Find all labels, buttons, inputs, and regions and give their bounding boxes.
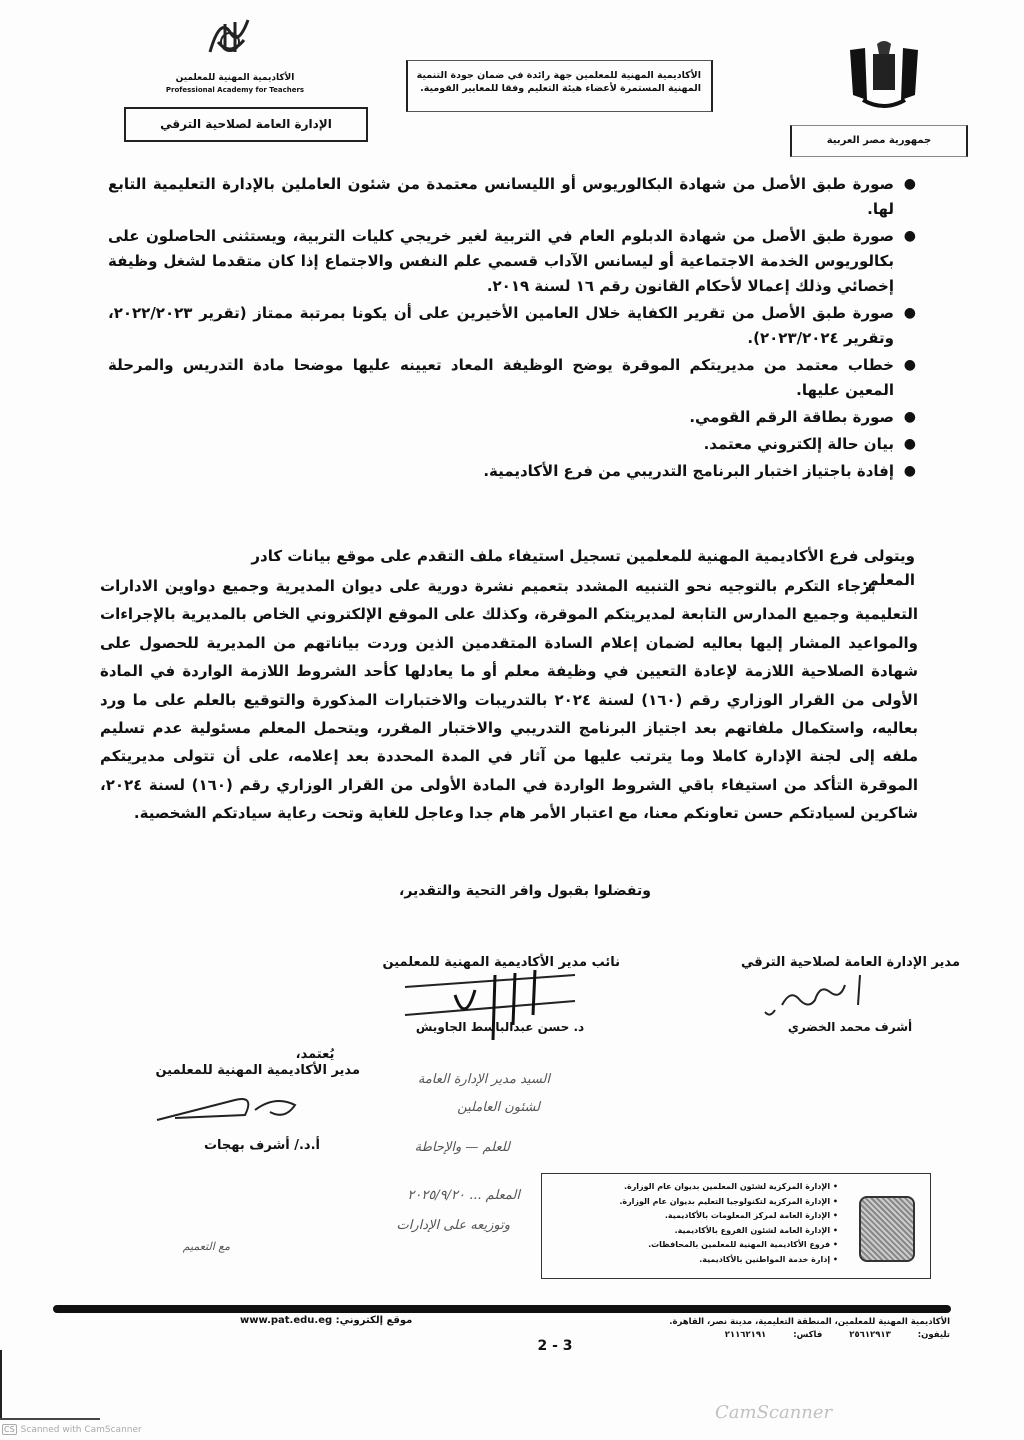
page-number: 2 - 3 <box>537 1338 573 1354</box>
requirement-item: ● خطاب معتمد من مديريتكم الموقرة يوضح الوظيفة المعاد تعيينه عليها موضحا مادة التدريس والمرحلة المعين عليها. <box>108 353 918 403</box>
requirement-item: ● صورة بطاقة الرقم القومي. <box>108 405 918 430</box>
distribution-item: • الإدارة المركزية لتكنولوجيا التعليم بديوان عام الوزارة. <box>619 1195 838 1210</box>
handwritten-line: وتوزيعه على الإدارات <box>396 1218 510 1233</box>
left-signatory-name: د. حسن عبدالباسط الجاويش <box>415 1020 585 1034</box>
footer-address: الأكاديمية المهنية للمعلمين، المنطقة التعليمية، مدينة نصر، القاهرة. <box>669 1317 950 1327</box>
handwritten-line: مع التعميم <box>182 1240 230 1253</box>
right-signatory-title: مدير الإدارة العامة لصلاحية الترقي <box>740 955 960 970</box>
distribution-box <box>541 1173 931 1279</box>
distribution-list <box>619 1180 838 1267</box>
scanned-with-label: Scanned with CamScanner <box>20 1424 142 1435</box>
country-box <box>790 125 968 157</box>
footer-website <box>240 1315 450 1326</box>
distribution-item: • فروع الأكاديمية المهنية للمعلمين بالمحافظات. <box>619 1238 838 1253</box>
page-edge <box>0 1418 100 1420</box>
right-signature-scribble-icon <box>760 970 880 1020</box>
distribution-item: • إدارة خدمة المواطنين بالأكاديمية. <box>619 1253 838 1268</box>
footer-divider <box>53 1305 951 1313</box>
academy-logo-icon <box>200 12 260 62</box>
request-paragraph: برجاء التكرم بالتوجيه نحو التنبيه المشدد بتعميم نشرة دورية على ديوان المديرية وجميع دواوين الادارات التعليمية وجميع المدارس التابعة لمديريتكم الموقرة، وكذلك على الموقع الإلكتروني الخاص بالمديرية بالإجراءات والمواعيد المشار إليها بعاليه لضمان إعلام السادة المتقدمين الذين وردت بياناتهم من المديرية للحصول على شهادة الصلاحية اللازمة لإعادة التعيين في وظيفة معلم أو ما يعادلها كأحد الشروط اللازمة الواردة في المادة الأولى من القرار الوزاري رقم (١٦٠) لسنة ٢٠٢٤ بالتدريبات والاختبارات المذكورة والتوقيع بالعلم على ما ورد بعاليه، واستكمال ملفاتهم بعد اجتياز البرنامج التدريبي والاختبار المقرر، ويتحمل المعلم مسئولية عدم تسليم ملفه إلى لجنة الإدارة كاملا وما يترتب عليها من آثار في المدة المحددة بعد إعلامه، على أن تتولى مديريتكم الموقرة التأكد من استيفاء باقي الشروط الواردة في المادة الأولى من القرار الوزاري رقم (١٦٠) لسنة ٢٠٢٤، شاكرين لسيادتكم حسن تعاونكم معنا، مع اعتبار الأمر هام جدا وعاجل للغاية وتحت رعاية سيادتكم الشخصية. <box>100 577 918 823</box>
requirement-item: ● بيان حالة إلكتروني معتمد. <box>108 432 918 457</box>
country-name: جمهورية مصر العربية <box>826 135 932 146</box>
camscanner-watermark: CamScanner <box>715 1402 833 1423</box>
fax-label: فاكس: <box>793 1330 823 1340</box>
requirements-list <box>108 172 918 486</box>
phone-number: ٢٥٦١٢٩١٣ <box>849 1330 891 1340</box>
website-link[interactable]: www.pat.edu.eg <box>240 1315 333 1326</box>
requirement-item: ● إفادة باجتياز اختبار البرنامج التدريبي من فرع الأكاديمية. <box>108 459 918 484</box>
mission-box <box>406 60 713 112</box>
footer-contact <box>580 1316 950 1342</box>
camscanner-logo-icon: CS <box>4 1425 15 1434</box>
branch-paragraph: ويتولى فرع الأكاديمية المهنية للمعلمين تسجيل استيفاء ملف التقدم على موقع بيانات كادر المعلم. <box>251 547 915 589</box>
scanned-with-badge <box>2 1424 202 1435</box>
official-stamp-icon <box>859 1196 915 1262</box>
bullet-icon: ● <box>903 436 916 452</box>
mission-line-2: المهنية المستمرة لأعضاء هيئة التعليم وفقا للمعايير القومية. <box>420 83 701 94</box>
approval-label: يُعتمد، <box>295 1047 335 1062</box>
website-label: موقع إلكتروني: <box>335 1315 413 1326</box>
approval-title: مدير الأكاديمية المهنية للمعلمين <box>155 1063 360 1078</box>
footer-phones <box>580 1329 950 1342</box>
fax-number: ٢١١٦٢١٩١ <box>724 1330 767 1340</box>
bullet-icon: ● <box>903 228 916 244</box>
distribution-item: • الإدارة العامة لشئون الفروع بالأكاديمية. <box>619 1224 838 1239</box>
distribution-item: • الإدارة المركزية لشئون المعلمين بديوان عام الوزارة. <box>619 1180 838 1195</box>
bullet-icon: ● <box>903 305 916 321</box>
bullet-icon: ● <box>903 463 916 479</box>
egypt-eagle-emblem-icon <box>845 40 923 110</box>
approval-name: أ.د./ أشرف بهجات <box>203 1138 320 1153</box>
mission-line-1: الأكاديمية المهنية للمعلمين جهة رائدة في ضمان جودة التنمية <box>416 70 701 81</box>
distribution-item: • الإدارة العامة لمركز المعلومات بالأكاديمية. <box>619 1209 838 1224</box>
handwritten-line: المعلم ... ٢٠٢٥/٩/٢٠ <box>407 1188 520 1203</box>
left-signatory-title: نائب مدير الأكاديمية المهنية للمعلمين <box>382 955 620 970</box>
closing-salutation: وتفضلوا بقبول وافر التحية والتقدير، <box>399 883 651 899</box>
academy-name-english: Professional Academy for Teachers <box>165 86 305 94</box>
handwritten-notes <box>100 1060 550 1290</box>
bullet-icon: ● <box>903 176 916 192</box>
requirement-item: ● صورة طبق الأصل من شهادة البكالوريوس أو الليسانس معتمدة من شئون العاملين بالإدارة التعليمية التابع لها. <box>108 172 918 222</box>
academy-name-arabic: الأكاديمية المهنية للمعلمين <box>175 73 295 83</box>
handwritten-line: السيد مدير الإدارة العامة <box>417 1072 550 1087</box>
department-name: الإدارة العامة لصلاحية الترقي <box>160 117 332 131</box>
handwritten-line: لشئون العاملين <box>457 1100 540 1115</box>
right-signatory-name: أشرف محمد الخضري <box>787 1020 913 1034</box>
requirement-item: ● صورة طبق الأصل من شهادة الدبلوم العام في التربية لغير خريجي كليات التربية، ويستثنى الحاصلون على بكالوريوس الخدمة الاجتماعية أو ليسانس الآداب قسمي علم النفس والاجتماع إذا كان متقدما لشغل وظيفة إخصائي وذلك إعمالا لأحكام القانون رقم ١٦ لسنة ٢٠١٩. <box>108 224 918 299</box>
handwritten-line: للعلم — والإحاطة <box>414 1140 510 1155</box>
bullet-icon: ● <box>903 357 916 373</box>
department-box <box>124 107 368 142</box>
requirement-item: ● صورة طبق الأصل من تقرير الكفاية خلال العامين الأخيرين على أن يكونا بمرتبة ممتاز (تقرير ٢٠٢٢/٢٠٢٣، وتقرير ٢٠٢٣/٢٠٢٤). <box>108 301 918 351</box>
bullet-icon: ● <box>903 409 916 425</box>
page-edge <box>0 1350 2 1420</box>
phone-label: تليفون: <box>917 1330 950 1340</box>
